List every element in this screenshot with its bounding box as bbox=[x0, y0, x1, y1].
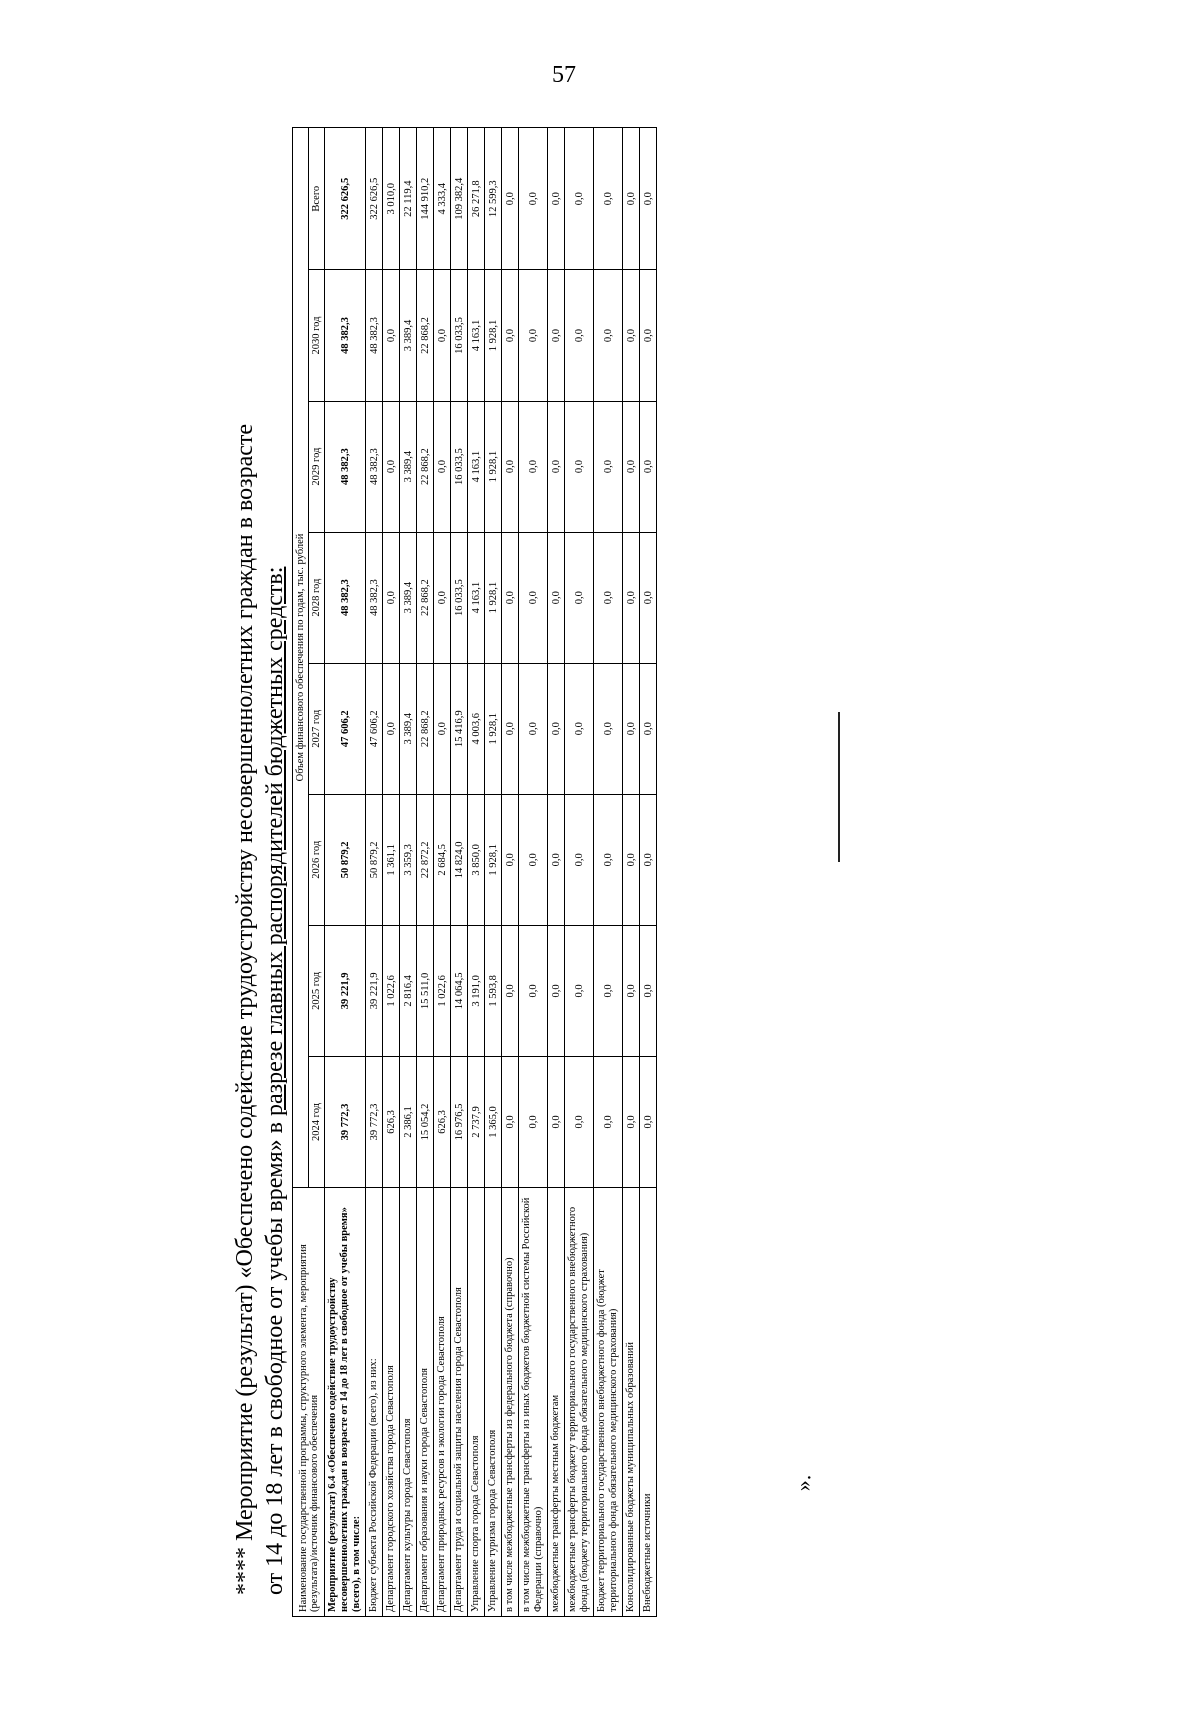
value-cell: 22 868,2 bbox=[417, 532, 434, 663]
value-cell: 0,0 bbox=[640, 663, 657, 794]
year-header: 2028 год bbox=[309, 532, 325, 663]
value-cell: 0,0 bbox=[383, 532, 400, 663]
value-cell: 0,0 bbox=[640, 794, 657, 925]
row-name-cell: в том числе межбюджетные трансферты из иных бюджетов бюджетной системы Российской Федерации (справочно) bbox=[519, 1188, 548, 1617]
row-name-cell: Консолидированные бюджеты муниципальных образований bbox=[623, 1188, 640, 1617]
value-cell: 0,0 bbox=[565, 532, 594, 663]
table-row bbox=[502, 128, 519, 1617]
value-cell: 0,0 bbox=[594, 663, 623, 794]
value-cell: 16 033,5 bbox=[451, 532, 468, 663]
table-row bbox=[594, 128, 623, 1617]
value-cell: 22 868,2 bbox=[417, 663, 434, 794]
value-cell: 2 816,4 bbox=[400, 925, 417, 1056]
heading-line-1: **** Мероприятие (результат) «Обеспечено содействие трудоустройству несовершеннолетних граждан в возрасте bbox=[232, 423, 258, 1595]
separator-line bbox=[838, 712, 840, 862]
value-cell: 1 928,1 bbox=[485, 401, 502, 532]
closing-mark: ». bbox=[790, 1474, 816, 1492]
value-cell: 22 868,2 bbox=[417, 270, 434, 401]
value-cell: 0,0 bbox=[594, 1056, 623, 1187]
value-cell: 0,0 bbox=[548, 532, 565, 663]
value-cell: 0,0 bbox=[565, 270, 594, 401]
value-cell: 0,0 bbox=[519, 663, 548, 794]
table-row bbox=[417, 128, 434, 1617]
value-cell: 0,0 bbox=[383, 401, 400, 532]
section-heading bbox=[230, 120, 290, 1595]
value-cell: 0,0 bbox=[565, 663, 594, 794]
row-name-cell: Управление туризма города Севастополя bbox=[485, 1188, 502, 1617]
value-cell: 39 221,9 bbox=[366, 925, 383, 1056]
table-row bbox=[623, 128, 640, 1617]
value-cell: 0,0 bbox=[434, 401, 451, 532]
table-row bbox=[519, 128, 548, 1617]
value-cell: 15 054,2 bbox=[417, 1056, 434, 1187]
value-cell: 3 389,4 bbox=[400, 401, 417, 532]
value-cell: 0,0 bbox=[640, 270, 657, 401]
table-row bbox=[640, 128, 657, 1617]
value-cell: 0,0 bbox=[434, 270, 451, 401]
value-cell: 1 022,6 bbox=[434, 925, 451, 1056]
value-cell: 144 910,2 bbox=[417, 128, 434, 270]
value-cell: 0,0 bbox=[623, 663, 640, 794]
value-cell: 15 511,0 bbox=[417, 925, 434, 1056]
value-cell: 0,0 bbox=[594, 925, 623, 1056]
row-name-cell: межбюджетные трансферты местным бюджетам bbox=[548, 1188, 565, 1617]
value-cell: 0,0 bbox=[640, 1056, 657, 1187]
row-name-cell: Бюджет территориального государственного внебюджетного фонда (бюджет территориального фонда обязательного медицинского страхования) bbox=[594, 1188, 623, 1617]
row-name-cell: Департамент городского хозяйства города Севастополя bbox=[383, 1188, 400, 1617]
value-cell: 26 271,8 bbox=[468, 128, 485, 270]
value-cell: 2 737,9 bbox=[468, 1056, 485, 1187]
value-cell: 39 772,3 bbox=[325, 1056, 366, 1187]
table-body bbox=[325, 128, 657, 1617]
value-cell: 0,0 bbox=[565, 128, 594, 270]
value-cell: 50 879,2 bbox=[325, 794, 366, 925]
value-cell: 3 191,0 bbox=[468, 925, 485, 1056]
heading-line-2-plain: от 14 до 18 лет в свободное от учебы время» в bbox=[262, 1116, 288, 1595]
value-cell: 4 163,1 bbox=[468, 532, 485, 663]
value-cell: 0,0 bbox=[594, 270, 623, 401]
value-cell: 0,0 bbox=[502, 925, 519, 1056]
value-cell: 16 033,5 bbox=[451, 270, 468, 401]
value-cell: 1 022,6 bbox=[383, 925, 400, 1056]
value-cell: 0,0 bbox=[623, 925, 640, 1056]
table-row bbox=[565, 128, 594, 1617]
value-cell: 48 382,3 bbox=[366, 532, 383, 663]
value-cell: 15 416,9 bbox=[451, 663, 468, 794]
row-name-cell: Бюджет субъекта Российской Федерации (всего), из них: bbox=[366, 1188, 383, 1617]
value-cell: 22 868,2 bbox=[417, 401, 434, 532]
volume-header: Объем финансового обеспечения по годам, тыс. рублей bbox=[293, 128, 309, 1188]
value-cell: 3 389,4 bbox=[400, 663, 417, 794]
value-cell: 39 221,9 bbox=[325, 925, 366, 1056]
value-cell: 22 119,4 bbox=[400, 128, 417, 270]
value-cell: 1 593,8 bbox=[485, 925, 502, 1056]
name-column-header: Наименование государственной программы, структурного элемента, мероприятия (результата)/источник финансового обеспечения bbox=[293, 1188, 325, 1617]
table-row bbox=[485, 128, 502, 1617]
value-cell: 48 382,3 bbox=[325, 532, 366, 663]
table-row bbox=[468, 128, 485, 1617]
value-cell: 3 850,0 bbox=[468, 794, 485, 925]
value-cell: 48 382,3 bbox=[366, 270, 383, 401]
value-cell: 48 382,3 bbox=[325, 401, 366, 532]
value-cell: 0,0 bbox=[502, 401, 519, 532]
value-cell: 16 976,5 bbox=[451, 1056, 468, 1187]
value-cell: 0,0 bbox=[383, 663, 400, 794]
row-name-cell: Внебюджетные источники bbox=[640, 1188, 657, 1617]
value-cell: 47 606,2 bbox=[366, 663, 383, 794]
value-cell: 0,0 bbox=[502, 270, 519, 401]
year-header: 2024 год bbox=[309, 1056, 325, 1187]
value-cell: 3 389,4 bbox=[400, 532, 417, 663]
value-cell: 0,0 bbox=[594, 532, 623, 663]
value-cell: 0,0 bbox=[519, 270, 548, 401]
value-cell: 3 010,0 bbox=[383, 128, 400, 270]
value-cell: 48 382,3 bbox=[325, 270, 366, 401]
row-name-cell: Департамент культуры города Севастополя bbox=[400, 1188, 417, 1617]
row-name-cell: Департамент природных ресурсов и экологии города Севастополя bbox=[434, 1188, 451, 1617]
funding-table bbox=[292, 127, 657, 1617]
value-cell: 50 879,2 bbox=[366, 794, 383, 925]
value-cell: 14 824,0 bbox=[451, 794, 468, 925]
value-cell: 626,3 bbox=[383, 1056, 400, 1187]
table-row bbox=[434, 128, 451, 1617]
page-number: 57 bbox=[552, 62, 576, 88]
value-cell: 0,0 bbox=[502, 794, 519, 925]
table-row bbox=[366, 128, 383, 1617]
table-row bbox=[451, 128, 468, 1617]
table-row bbox=[325, 128, 366, 1617]
year-header: 2026 год bbox=[309, 794, 325, 925]
value-cell: 2 386,1 bbox=[400, 1056, 417, 1187]
value-cell: 0,0 bbox=[565, 925, 594, 1056]
value-cell: 4 333,4 bbox=[434, 128, 451, 270]
value-cell: 1 928,1 bbox=[485, 532, 502, 663]
value-cell: 0,0 bbox=[594, 128, 623, 270]
value-cell: 0,0 bbox=[623, 794, 640, 925]
value-cell: 1 928,1 bbox=[485, 663, 502, 794]
table-row bbox=[383, 128, 400, 1617]
total-header: Всего bbox=[309, 128, 325, 270]
year-header: 2030 год bbox=[309, 270, 325, 401]
row-name-cell: межбюджетные трансферты бюджету территориального государственного внебюджетного фонда (бюджету территориального фонда обязательного медицинского страхования) bbox=[565, 1188, 594, 1617]
value-cell: 0,0 bbox=[519, 794, 548, 925]
row-name-cell: Департамент образования и науки города Севастополя bbox=[417, 1188, 434, 1617]
value-cell: 0,0 bbox=[640, 401, 657, 532]
year-header: 2027 год bbox=[309, 663, 325, 794]
value-cell: 4 003,6 bbox=[468, 663, 485, 794]
value-cell: 0,0 bbox=[594, 794, 623, 925]
value-cell: 3 389,4 bbox=[400, 270, 417, 401]
row-name-cell: Управление спорта города Севастополя bbox=[468, 1188, 485, 1617]
value-cell: 0,0 bbox=[623, 401, 640, 532]
value-cell: 0,0 bbox=[519, 401, 548, 532]
value-cell: 626,3 bbox=[434, 1056, 451, 1187]
value-cell: 4 163,1 bbox=[468, 270, 485, 401]
value-cell: 0,0 bbox=[640, 925, 657, 1056]
row-name-cell: Мероприятие (результат) 6.4 «Обеспечено содействие трудоустройству несовершеннолетних граждан в возрасте от 14 до 18 лет в свободное от учебы время» (всего), в том числе: bbox=[325, 1188, 366, 1617]
value-cell: 109 382,4 bbox=[451, 128, 468, 270]
value-cell: 0,0 bbox=[519, 532, 548, 663]
value-cell: 0,0 bbox=[623, 1056, 640, 1187]
value-cell: 0,0 bbox=[502, 128, 519, 270]
row-name-cell: в том числе межбюджетные трансферты из федерального бюджета (справочно) bbox=[502, 1188, 519, 1617]
heading-line-2-underlined: разрезе главных распорядителей бюджетных средств: bbox=[262, 566, 288, 1117]
value-cell: 0,0 bbox=[640, 128, 657, 270]
value-cell: 0,0 bbox=[548, 270, 565, 401]
value-cell: 0,0 bbox=[519, 1056, 548, 1187]
value-cell: 0,0 bbox=[548, 1056, 565, 1187]
table-row bbox=[400, 128, 417, 1617]
value-cell: 0,0 bbox=[548, 663, 565, 794]
value-cell: 0,0 bbox=[548, 925, 565, 1056]
value-cell: 0,0 bbox=[519, 128, 548, 270]
value-cell: 322 626,5 bbox=[366, 128, 383, 270]
value-cell: 0,0 bbox=[640, 532, 657, 663]
value-cell: 0,0 bbox=[502, 663, 519, 794]
table-row bbox=[548, 128, 565, 1617]
value-cell: 1 928,1 bbox=[485, 794, 502, 925]
value-cell: 2 684,5 bbox=[434, 794, 451, 925]
value-cell: 14 064,5 bbox=[451, 925, 468, 1056]
value-cell: 22 872,2 bbox=[417, 794, 434, 925]
value-cell: 0,0 bbox=[502, 532, 519, 663]
value-cell: 47 606,2 bbox=[325, 663, 366, 794]
value-cell: 39 772,3 bbox=[366, 1056, 383, 1187]
value-cell: 0,0 bbox=[548, 401, 565, 532]
value-cell: 1 928,1 bbox=[485, 270, 502, 401]
value-cell: 0,0 bbox=[502, 1056, 519, 1187]
value-cell: 0,0 bbox=[434, 532, 451, 663]
value-cell: 0,0 bbox=[383, 270, 400, 401]
rotated-content bbox=[230, 120, 880, 1635]
value-cell: 0,0 bbox=[565, 401, 594, 532]
value-cell: 0,0 bbox=[434, 663, 451, 794]
value-cell: 0,0 bbox=[565, 1056, 594, 1187]
value-cell: 322 626,5 bbox=[325, 128, 366, 270]
year-header: 2025 год bbox=[309, 925, 325, 1056]
value-cell: 0,0 bbox=[594, 401, 623, 532]
heading-line-2 bbox=[260, 120, 290, 1595]
value-cell: 0,0 bbox=[565, 794, 594, 925]
value-cell: 12 599,3 bbox=[485, 128, 502, 270]
value-cell: 0,0 bbox=[548, 128, 565, 270]
value-cell: 1 365,0 bbox=[485, 1056, 502, 1187]
value-cell: 0,0 bbox=[548, 794, 565, 925]
value-cell: 0,0 bbox=[623, 128, 640, 270]
value-cell: 3 359,3 bbox=[400, 794, 417, 925]
value-cell: 4 163,1 bbox=[468, 401, 485, 532]
value-cell: 16 033,5 bbox=[451, 401, 468, 532]
year-header: 2029 год bbox=[309, 401, 325, 532]
value-cell: 0,0 bbox=[623, 532, 640, 663]
value-cell: 1 361,1 bbox=[383, 794, 400, 925]
value-cell: 0,0 bbox=[519, 925, 548, 1056]
value-cell: 0,0 bbox=[623, 270, 640, 401]
value-cell: 48 382,3 bbox=[366, 401, 383, 532]
row-name-cell: Департамент труда и социальной защиты населения города Севастополя bbox=[451, 1188, 468, 1617]
